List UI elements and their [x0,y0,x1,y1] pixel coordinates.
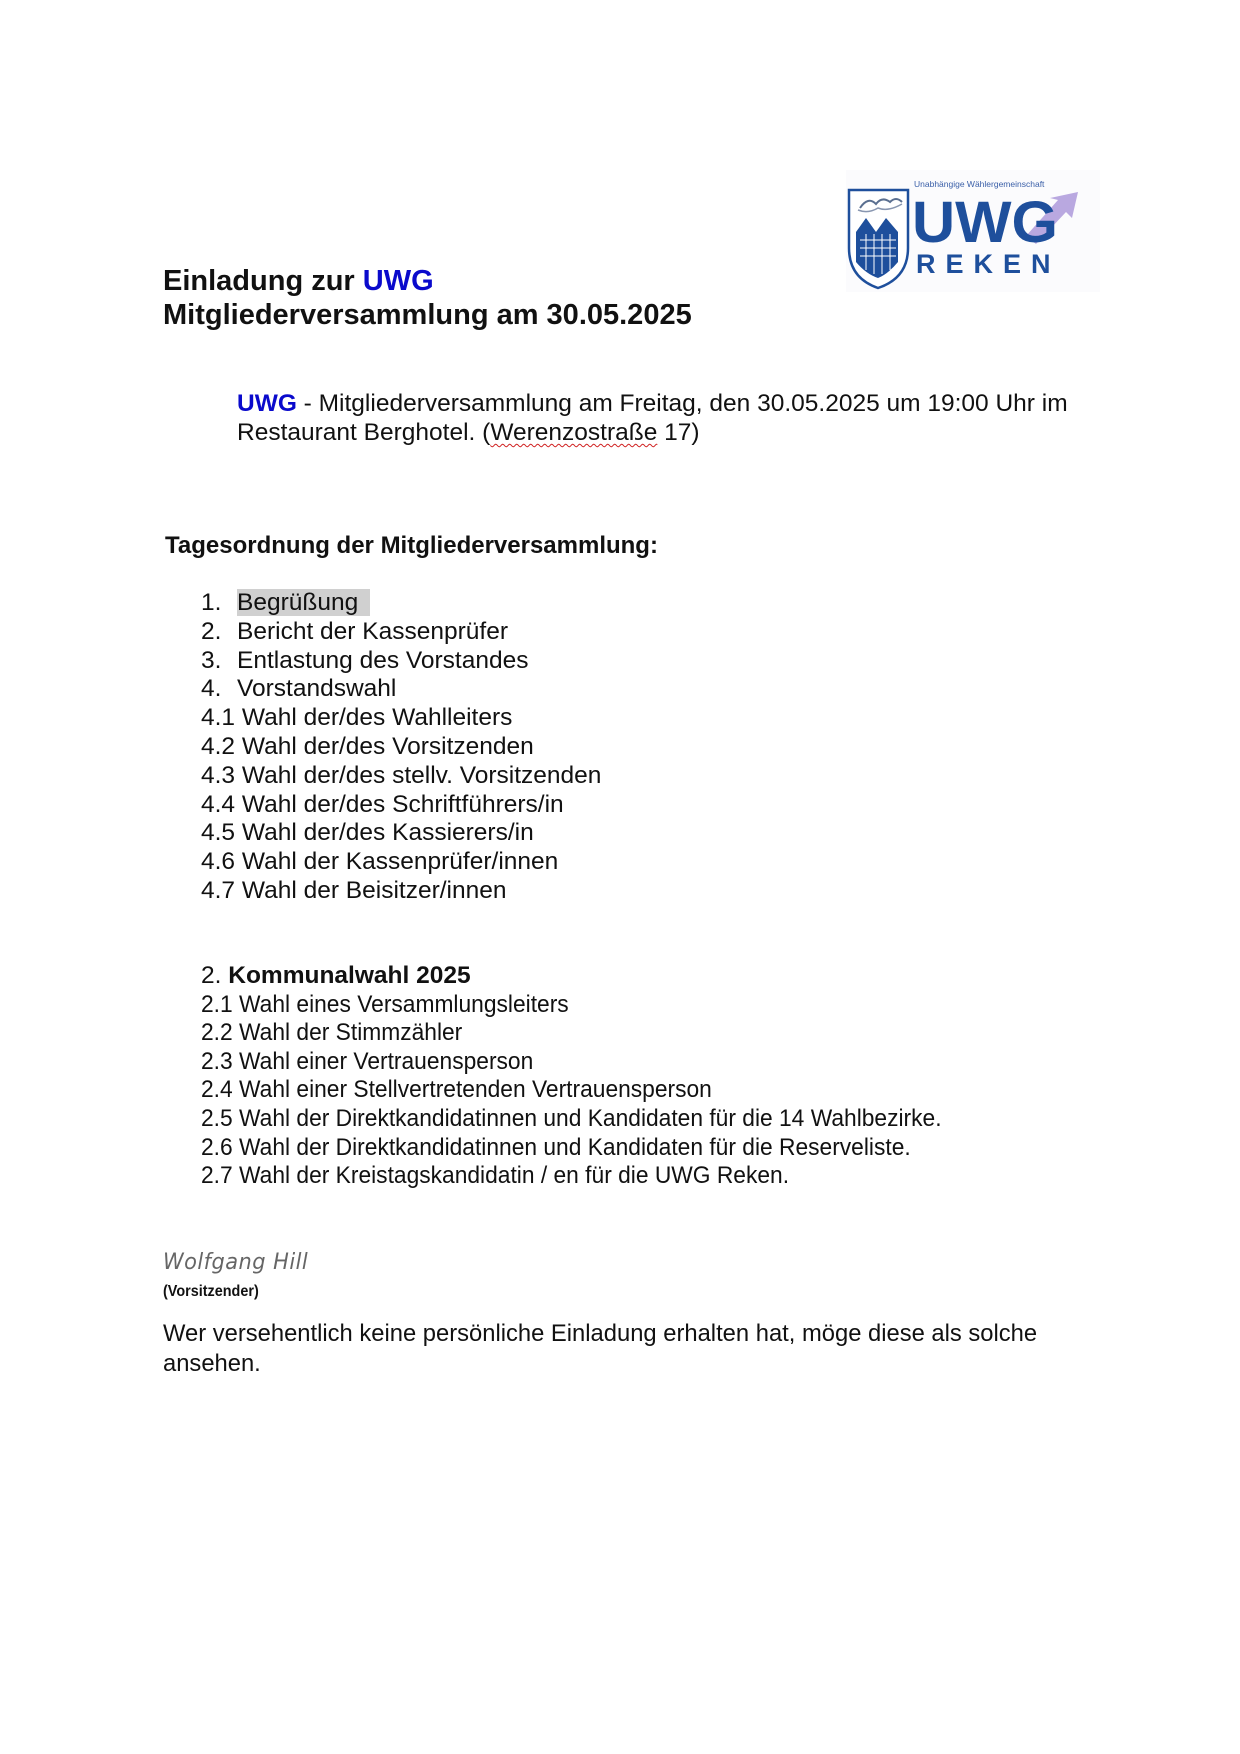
intro-line1 [237,389,1068,419]
agenda-subitem: 4.2 Wahl der/des Vorsitzenden [201,733,534,760]
agenda-subitem: 4.1 Wahl der/des Wahlleiters [201,704,513,732]
signature: Wolfgang Hill [163,1250,309,1275]
closing-note: Wer versehentlich keine persönliche Einladung erhalten hat, möge diese als solche ansehen. [163,1320,1038,1377]
agenda-item-label: Vorstandswahl [237,675,397,703]
agenda-item-number: 1. [201,589,222,616]
intro-house-number: 17) [657,419,700,446]
page-title-line2: Mitgliederversammlung am 30.05.2025 [163,299,692,331]
agenda-item-label: Begrüßung [237,589,370,616]
agenda-item-label: Bericht der Kassenprüfer [237,617,508,645]
section2-num: 2. [201,962,229,989]
intro-street: Werenzostraße [490,419,658,446]
intro-line2 [237,418,700,448]
agenda-item-number: 3. [201,646,222,674]
title-prefix: Einladung zur [163,265,363,297]
agenda-item [201,647,528,676]
agenda-heading: Tagesordnung der Mitgliederversammlung: [165,532,658,559]
logo-tagline: Unabhängige Wählergemeinschaft [914,179,1045,189]
intro-uwg: UWG [237,390,297,417]
section2-item: 2.4 Wahl einer Stellvertretenden Vertrauensperson [201,1076,712,1104]
agenda-item [201,675,396,704]
uwg-reken-logo [846,170,1100,292]
intro-text: - Mitgliederversammlung am Freitag, den 30.05.2025 um 19:00 Uhr im [296,390,1068,417]
agenda-item-number: 4. [201,675,222,703]
agenda-item [201,589,370,618]
section2-heading [201,962,471,991]
intro-venue: Restaurant Berghotel. ( [237,419,491,446]
agenda-item [201,618,508,647]
agenda-subitem: 4.6 Wahl der Kassenprüfer/innen [201,848,559,876]
section2-item: 2.5 Wahl der Direktkandidatinnen und Kandidaten für die 14 Wahlbezirke. [201,1105,942,1132]
logo-uwg: UWG [912,190,1058,255]
section2-item: 2.2 Wahl der Stimmzähler [201,1019,463,1047]
section2-item: 2.6 Wahl der Direktkandidatinnen und Kandidaten für die Reserveliste. [201,1133,911,1161]
agenda-subitem: 4.3 Wahl der/des stellv. Vorsitzenden [201,761,602,789]
title-uwg: UWG [362,265,434,297]
section2-item: 2.1 Wahl eines Versammlungsleiters [201,990,569,1018]
page-title-line1 [163,264,434,298]
logo-reken: REKEN [916,249,1061,279]
agenda-subitem: 4.7 Wahl der Beisitzer/innen [201,877,507,904]
section2-item: 2.3 Wahl einer Vertrauensperson [201,1047,534,1075]
signature-role: (Vorsitzender) [163,1283,259,1300]
section2-item: 2.7 Wahl der Kreistagskandidatin / en für die UWG Reken. [201,1162,790,1190]
agenda-subitem: 4.4 Wahl der/des Schriftführers/in [201,790,564,818]
agenda-item-number: 2. [201,617,222,645]
agenda-subitem: 4.5 Wahl der/des Kassierers/in [201,819,534,847]
section2-title: Kommunalwahl 2025 [228,962,471,989]
agenda-item-label: Entlastung des Vorstandes [237,646,529,674]
